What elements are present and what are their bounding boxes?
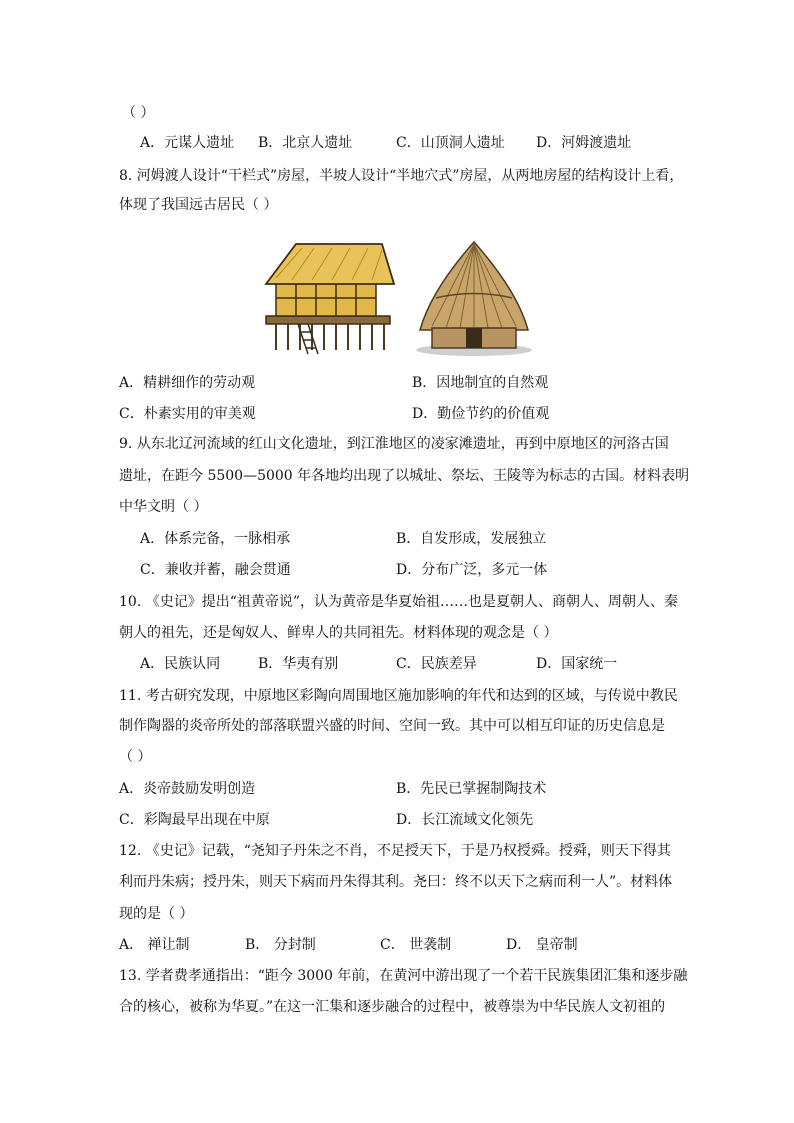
q9-option-c: C．兼收并蓄，融会贯通 (140, 562, 291, 578)
q12-stem-line3: 现的是（ ） (119, 906, 194, 922)
q8-option-d: D．勤俭节约的价值观 (412, 406, 550, 422)
q11-stem-line2: 制作陶器的炎帝所处的部落联盟兴盛的时间、空间一致。其中可以相互印证的历史信息是 (119, 718, 665, 734)
q9-stem-line3: 中华文明（ ） (119, 499, 208, 515)
q10-stem-line1: 10. 《史记》提出“祖黄帝说”，认为黄帝是华夏始祖……也是夏朝人、商朝人、周朝人、秦 (119, 594, 679, 610)
q13-stem-line1: 13. 学者费孝通指出：“距今 3000 年前，在黄河中游出现了一个若干民族集团汇集和逐步融 (119, 968, 688, 984)
q12-option-b: B． 分封制 (245, 937, 316, 953)
q7-option-a: A．元谋人遗址 (140, 135, 235, 151)
q11-stem-line1: 11. 考古研究发现，中原地区彩陶向周围地区施加影响的年代和达到的区域，与传说中教民 (119, 688, 678, 704)
q7-answer-blank: （ ） (122, 105, 155, 121)
q9-option-a: A．体系完备，一脉相承 (140, 531, 291, 547)
q11-stem-line3: （ ） (119, 749, 152, 765)
q10-option-c: C．民族差异 (396, 656, 477, 672)
q12-option-c: C． 世袭制 (380, 937, 452, 953)
round-thatched-hut-icon (416, 242, 532, 356)
q12-stem-line2: 利而丹朱病；授丹朱，则天下病而丹朱得其利。尧曰：终不以天下之病而利一人”。材料体 (119, 874, 673, 890)
q8-stem-line2: 体现了我国远古居民（ ） (119, 197, 278, 213)
q8-option-a: A．精耕细作的劳动观 (119, 375, 256, 391)
q8-option-c: C．朴素实用的审美观 (119, 406, 256, 422)
q12-option-a: A． 禅让制 (119, 937, 190, 953)
q12-option-d: D． 皇帝制 (506, 937, 578, 953)
q7-option-c: C．山顶洞人遗址 (396, 135, 505, 151)
q11-option-c: C．彩陶最早出现在中原 (119, 812, 270, 828)
q10-option-a: A．民族认同 (140, 656, 221, 672)
q11-option-d: D．长江流域文化领先 (396, 812, 534, 828)
q9-stem-line2: 遗址，在距今 5500—5000 年各地均出现了以城址、祭坛、王陵等为标志的古国。材料表明 (119, 468, 690, 484)
stilt-house-icon (266, 244, 394, 354)
q10-option-b: B．华夷有别 (258, 656, 339, 672)
q10-option-d: D．国家统一 (536, 656, 618, 672)
q12-stem-line1: 12. 《史记》记载，“尧知子丹朱之不肖，不足授天下，于是乃权授舜。授舜，则天下得其 (119, 843, 671, 859)
q7-option-b: B．北京人遗址 (258, 135, 353, 151)
q11-option-b: B．先民已掌握制陶技术 (396, 781, 547, 797)
q9-stem-line1: 9. 从东北辽河流域的红山文化遗址，到江淮地区的凌家滩遗址，再到中原地区的河洛古国 (119, 436, 669, 452)
q9-option-d: D．分布广泛，多元一体 (396, 562, 548, 578)
q8-stem-line1: 8. 河姆渡人设计“干栏式”房屋，半坡人设计“半地穴式”房屋，从两地房屋的结构设计上看， (119, 168, 684, 184)
q8-figure (262, 238, 532, 358)
q7-option-d: D．河姆渡遗址 (536, 135, 632, 151)
q9-option-b: B．自发形成，发展独立 (396, 531, 547, 547)
q8-option-b: B．因地制宜的自然观 (412, 375, 549, 391)
q11-option-a: A．炎帝鼓励发明创造 (119, 781, 256, 797)
q10-stem-line2: 朝人的祖先，还是匈奴人、鲜卑人的共同祖先。材料体现的观念是（ ） (119, 625, 558, 641)
q13-stem-line2: 合的核心，被称为华夏。”在这一汇集和逐步融合的过程中，被尊崇为中华民族人文初祖的 (119, 999, 666, 1015)
